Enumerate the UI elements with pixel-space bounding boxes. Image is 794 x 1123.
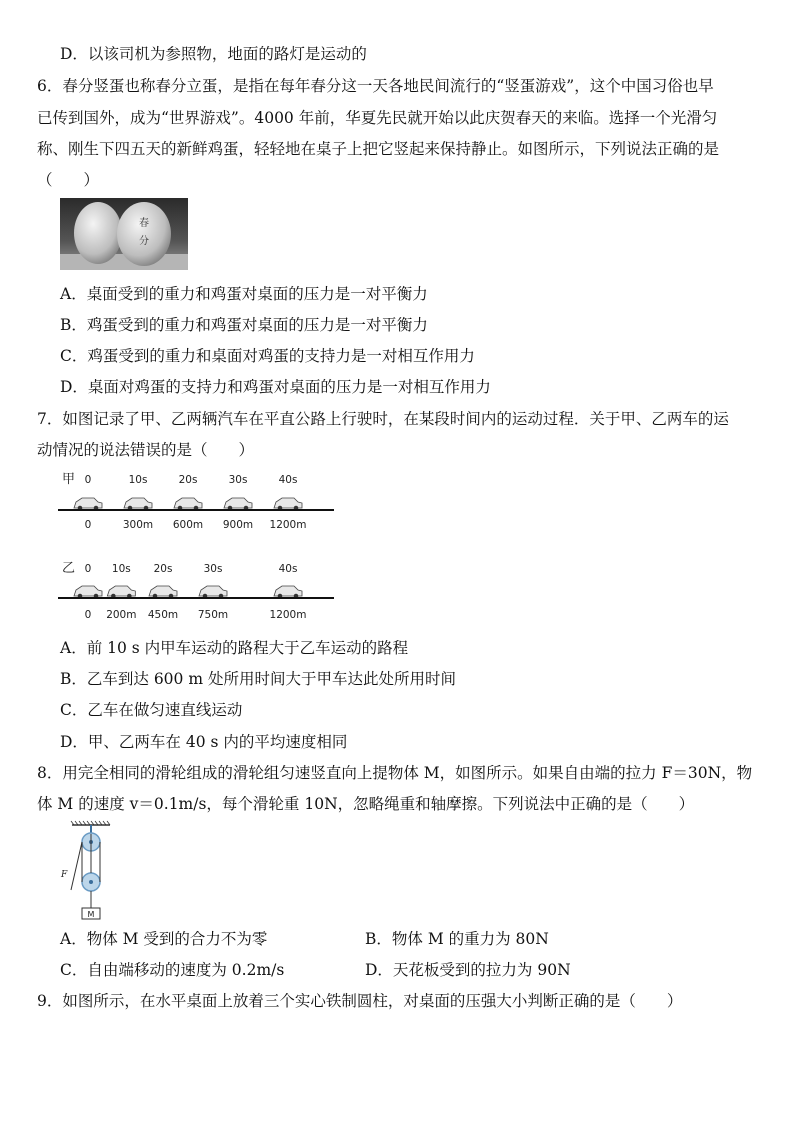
car-a-car-icon-4: [274, 498, 302, 510]
q8-option-b: B．物体 M 的重力为 80N: [365, 930, 549, 948]
q8-option-d: D．天花板受到的拉力为 90N: [365, 961, 571, 979]
q8-text-line-2: 体 M 的速度 v＝0.1m/s，每个滑轮重 10N，忽略绳重和轴摩擦。下列说法中正确的是（ ）: [37, 795, 695, 813]
car-a-time-2: 20s: [178, 474, 198, 486]
car-a-car-icon-0: [74, 498, 102, 510]
label-f: F: [61, 870, 68, 880]
car-a-distance-0: 0: [84, 519, 92, 531]
egg-right: [117, 202, 171, 266]
car-a-label: 甲: [62, 472, 76, 487]
car-b-distance-3: 750m: [197, 609, 229, 621]
car-a-time-1: 10s: [128, 474, 148, 486]
car-b-distance-4: 1200m: [269, 609, 307, 621]
label-m: M: [87, 910, 95, 919]
q7-text-line-2: 动情况的说法错误的是（ ）: [37, 441, 255, 459]
q6-text-line-2: 已传到国外，成为“世界游戏”。4000 年前，华夏先民就开始以此庆贺春天的来临。选择一个光滑匀: [37, 109, 718, 127]
car-b-time-4: 40s: [278, 563, 298, 575]
car-b-distance-0: 0: [84, 609, 92, 621]
free-rope-end: [71, 842, 82, 890]
q6-option-a: A．桌面受到的重力和鸡蛋对桌面的压力是一对平衡力: [60, 285, 428, 303]
q8-text-line-1: 8．用完全相同的滑轮组成的滑轮组匀速竖直向上提物体 M，如图所示。如果自由端的拉力 F＝30N，物: [37, 764, 753, 782]
q7-motion-diagram: [58, 468, 338, 626]
egg-left: [74, 202, 122, 264]
car-a-time-4: 40s: [278, 474, 298, 486]
car-b-car-icon-0: [74, 586, 102, 598]
car-b-time-1: 10s: [111, 563, 131, 575]
q5-option-d: D．以该司机为参照物，地面的路灯是运动的: [60, 45, 367, 63]
car-a-distance-1: 300m: [122, 519, 154, 531]
q6-text-line-1: 6．春分竖蛋也称春分立蛋，是指在每年春分这一天各地民间流行的“竖蛋游戏”，这个中国习俗也早: [37, 77, 714, 95]
car-a-car-icon-3: [224, 498, 252, 510]
q7-text-line-1: 7．如图记录了甲、乙两辆汽车在平直公路上行驶时，在某段时间内的运动过程．关于甲、乙两车的运: [37, 410, 729, 428]
q6-egg-photo: [60, 198, 188, 270]
car-a-car-icon-2: [174, 498, 202, 510]
q8-option-c: C．自由端移动的速度为 0.2m/s: [60, 961, 285, 979]
q8-pulley-diagram: [58, 820, 118, 922]
q6-option-c: C．鸡蛋受到的重力和桌面对鸡蛋的支持力是一对相互作用力: [60, 347, 475, 365]
q7-option-a: A．前 10 s 内甲车运动的路程大于乙车运动的路程: [60, 639, 409, 657]
q9-text-line-1: 9．如图所示，在水平桌面上放着三个实心铁制圆柱，对桌面的压强大小判断正确的是（ ）: [37, 992, 683, 1010]
car-b-car-icon-2: [149, 586, 177, 598]
q8-option-a: A．物体 M 受到的合力不为零: [60, 930, 268, 948]
car-b-car-icon-3: [199, 586, 227, 598]
car-a-time-0: 0: [84, 474, 92, 486]
car-a-distance-4: 1200m: [269, 519, 307, 531]
q6-option-d: D．桌面对鸡蛋的支持力和鸡蛋对桌面的压力是一对相互作用力: [60, 378, 491, 396]
q7-option-d: D．甲、乙两车在 40 s 内的平均速度相同: [60, 733, 348, 751]
car-b-label: 乙: [62, 561, 76, 576]
car-b-car-icon-4: [274, 586, 302, 598]
q6-answer-paren: （ ）: [37, 171, 100, 189]
car-b-distance-1: 200m: [106, 609, 137, 621]
car-b-distance-2: 450m: [147, 609, 179, 621]
egg-text-1: 春: [139, 218, 149, 229]
car-a-distance-3: 900m: [222, 519, 254, 531]
car-a-distance-2: 600m: [172, 519, 204, 531]
q7-option-b: B．乙车到达 600 m 处所用时间大于甲车达此处所用时间: [60, 670, 456, 688]
car-b-time-3: 30s: [203, 563, 223, 575]
car-a-time-3: 30s: [228, 474, 248, 486]
car-a-car-icon-1: [124, 498, 152, 510]
egg-text-2: 分: [139, 236, 149, 247]
q6-text-line-3: 称、刚生下四五天的新鲜鸡蛋，轻轻地在桌子上把它竖起来保持静止。如图所示，下列说法正确的是: [37, 140, 720, 158]
car-b-time-0: 0: [84, 563, 92, 575]
car-b-car-icon-1: [107, 586, 135, 598]
q6-option-b: B．鸡蛋受到的重力和鸡蛋对桌面的压力是一对平衡力: [60, 316, 428, 334]
car-b-time-2: 20s: [153, 563, 173, 575]
q7-option-c: C．乙车在做匀速直线运动: [60, 701, 243, 719]
